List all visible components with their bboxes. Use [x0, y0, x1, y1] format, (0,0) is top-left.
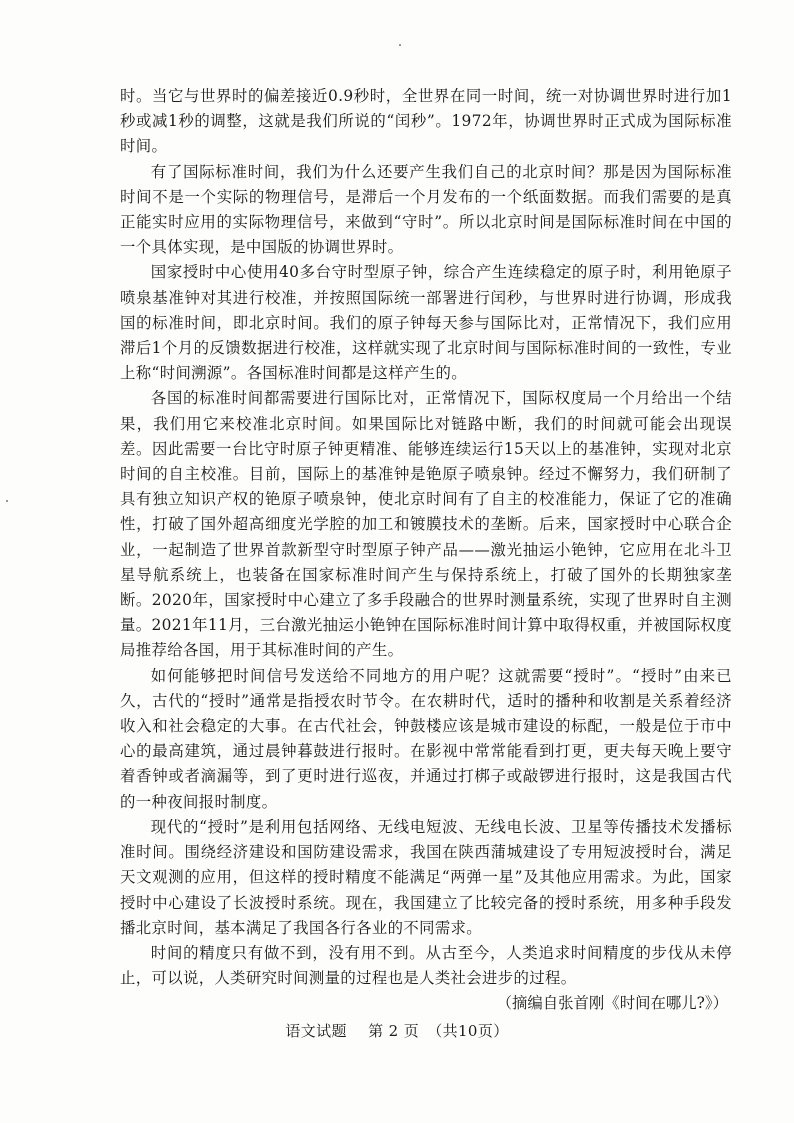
source-citation: （摘编自张首刚《时间在哪儿?》）	[496, 994, 728, 1013]
paragraph-4: 各国的标准时间都需要进行国际比对，正常情况下，国际权度局一个月给出一个结果，我们用它来校准北京时间。如果国际比对链路中断，我们的时间就可能会出现误差。因此需要一台比守时原子钟更精准、能够连续运行15天以上的基准钟，实现对北京时间的自主校准。目前，国际上的基准钟是铯原子喷泉钟。经过不懈努力，我们研制了具有独立知识产权的铯原子喷泉钟，使北京时间有了自主的校准能力，保证了它的准确性，打破了国外超高细度光学腔的加工和镀膜技术的垄断。后来，国家授时中心联合企业，一起制造了世界首款新型守时型原子钟产品——激光抽运小铯钟，它应用在北斗卫星导航系统上，也装备在国家标准时间产生与保持系统上，打破了国外的长期独家垄断。2020年，国家授时中心建立了多手段融合的世界时测量系统，实现了世界时自主测量。2021年11月，三台激光抽运小铯钟在国际标准时间计算中取得权重，并被国际权度局推荐给各国，用于其标准时间的产生。	[120, 389, 732, 660]
paragraph-1: 时。当它与世界时的偏差接近0.9秒时，全世界在同一时间，统一对协调世界时进行加1秒或减1秒的调整，这就是我们所说的“闰秒”。1972年，协调世界时正式成为国际标准时间。	[120, 87, 732, 156]
scan-speck	[6, 500, 8, 502]
paragraph-3: 国家授时中心使用40多台守时型原子钟，综合产生连续稳定的原子时，利用铯原子喷泉基准钟对其进行校准，并按照国际统一部署进行闰秒，与世界时进行协调，形成我国的标准时间，即北京时间。我们的原子钟每天参与国际比对，正常情况下，我们应用滞后1个月的反馈数据进行校准，这样就实现了北京时间与国际标准时间的一致性，专业上称“时间溯源”。各国标准时间都是这样产生的。	[120, 263, 732, 383]
footer-page-number: 第 2 页	[368, 1022, 420, 1040]
page-footer	[0, 1020, 794, 1041]
footer-subject: 语文试题	[285, 1022, 347, 1040]
paragraph-7: 时间的精度只有做不到，没有用不到。从古至今，人类追求时间精度的步伐从未停止，可以说，人类研究时间测量的过程也是人类社会进步的过程。	[120, 943, 732, 988]
scan-speck	[399, 44, 401, 46]
paragraph-6: 现代的“授时”是利用包括网络、无线电短波、无线电长波、卫星等传播技术发播标准时间。围绕经济建设和国防建设需求，我国在陕西蒲城建设了专用短波授时台，满足天文观测的应用，但这样的授时精度不能满足“两弹一星”及其他应用需求。为此，国家授时中心建设了长波授时系统。现在，我国建立了比较完备的授时系统，用多种手段发播北京时间，基本满足了我国各行各业的不同需求。	[120, 817, 732, 937]
footer-total-pages: （共10页）	[427, 1022, 509, 1040]
paragraph-5: 如何能够把时间信号发送给不同地方的用户呢？这就需要“授时”。“授时”由来已久，古代的“授时”通常是指授农时节令。在农耕时代，适时的播种和收割是关系着经济收入和社会稳定的大事。在古代社会，钟鼓楼应该是城市建设的标配，一般是位于市中心的最高建筑，通过晨钟暮鼓进行报时。在影视中常常能看到打更，更夫每天晚上要守着香钟或者滴漏等，到了更时进行巡夜，并通过打梆子或敲锣进行报时，这是我国古代的一种夜间报时制度。	[120, 666, 732, 811]
paragraph-2: 有了国际标准时间，我们为什么还要产生我们自己的北京时间？那是因为国际标准时间不是一个实际的物理信号，是滞后一个月发布的一个纸面数据。而我们需要的是真正能实时应用的实际物理信号，来做到“守时”。所以北京时间是国际标准时间在中国的一个具体实现，是中国版的协调世界时。	[120, 162, 732, 257]
article-body	[120, 84, 732, 1017]
